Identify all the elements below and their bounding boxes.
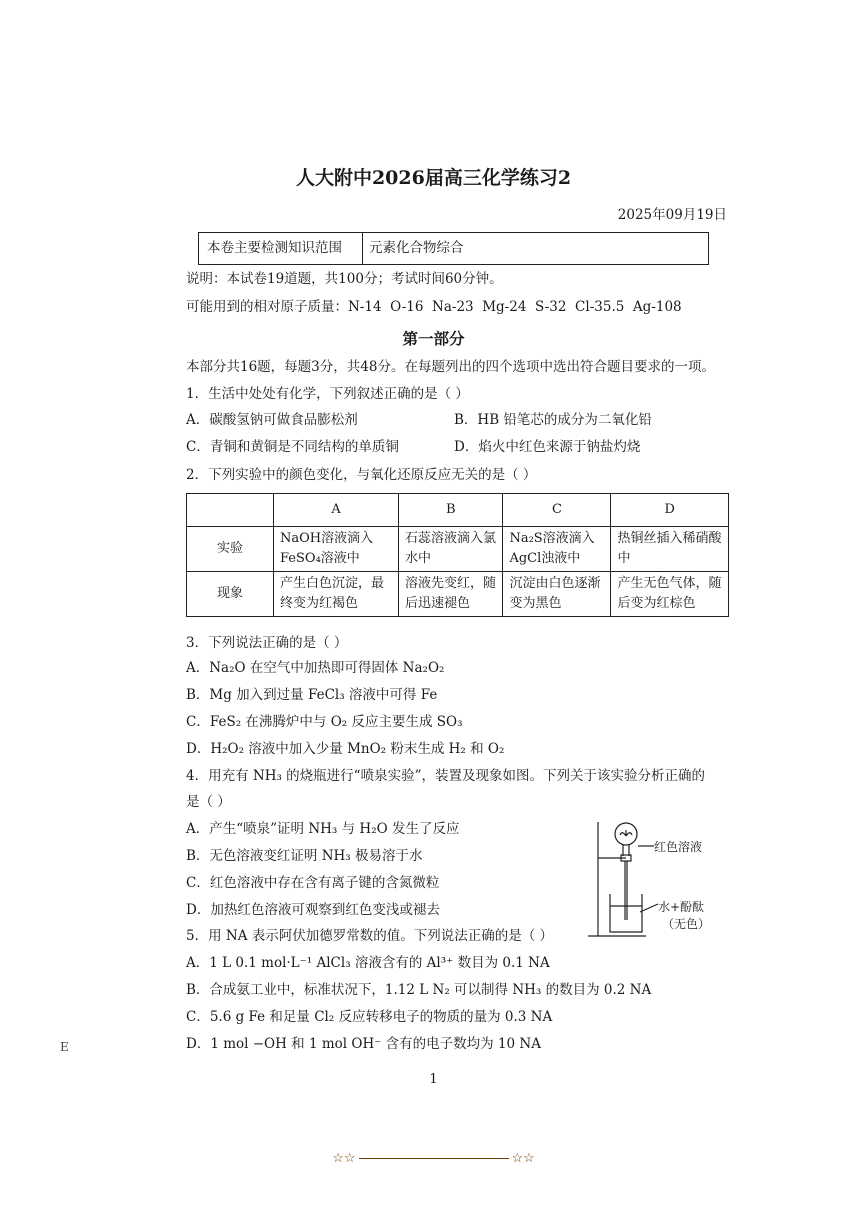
table-row (187, 527, 729, 572)
atomic-masses (186, 298, 682, 316)
table-cell: 沉淀由白色逐渐变为黑色 (503, 572, 611, 617)
figure-label-colorless: （无色） (662, 917, 711, 931)
table-header-b: B (399, 494, 503, 527)
table-cell: NaOH溶液滴入FeSO₄溶液中 (274, 527, 399, 572)
q4-option-a: A．产生“喷泉”证明 NH₃ 与 H₂O 发生了反应 (186, 821, 460, 837)
q1-stem: 1．生活中处处有化学，下列叙述正确的是（ ） (186, 386, 469, 402)
scope-value: 元素化合物综合 (369, 240, 464, 256)
table-cell: 产生白色沉淀，最终变为红褐色 (274, 572, 399, 617)
figure-label-water-phenolphthalein: 水+酚酞 (658, 900, 705, 914)
table-header-c: C (503, 494, 611, 527)
figure-label-red-solution: 红色溶液 (654, 840, 703, 854)
star-icon: ☆☆ (332, 1151, 356, 1166)
q5-stem: 5．用 NA 表示阿伏加德罗常数的值。下列说法正确的是（ ） (186, 928, 554, 944)
side-mark: E (60, 1040, 69, 1054)
knowledge-scope-box (198, 232, 709, 265)
scope-label: 本卷主要检测知识范围 (199, 233, 363, 264)
q5-option-b: B．合成氨工业中，标准状况下，1.12 L N₂ 可以制得 NH₃ 的数目为 0.2 NA (186, 982, 652, 998)
table-cell: 溶液先变红，随后迅速褪色 (399, 572, 503, 617)
table-row (187, 572, 729, 617)
q5-option-c: C．5.6 g Fe 和足量 Cl₂ 反应转移电子的物质的量为 0.3 NA (186, 1009, 553, 1025)
q1-option-a: A．碳酸氢钠可做食品膨松剂 (186, 412, 358, 428)
part-title: 第一部分 (402, 329, 465, 348)
table-header-d: D (611, 494, 729, 527)
row-label-experiment: 实验 (187, 527, 274, 572)
q5-option-d: D．1 mol −OH 和 1 mol OH⁻ 含有的电子数均为 10 NA (186, 1036, 541, 1052)
q5-option-a: A．1 L 0.1 mol·L⁻¹ AlCl₃ 溶液含有的 Al³⁺ 数目为 0.1 NA (186, 955, 550, 971)
q3-option-c: C．FeS₂ 在沸腾炉中与 O₂ 反应主要生成 SO₃ (186, 714, 463, 730)
q3-option-d: D．H₂O₂ 溶液中加入少量 MnO₂ 粉末生成 H₂ 和 O₂ (186, 741, 505, 757)
table-cell: 石蕊溶液滴入氯水中 (399, 527, 503, 572)
table-cell: 产生无色气体，随后变为红棕色 (611, 572, 729, 617)
q3-stem: 3．下列说法正确的是（ ） (186, 635, 348, 651)
table-header-row (187, 494, 729, 527)
page-title: 人大附中2026届高三化学练习2 (295, 167, 572, 189)
footer-ornament (0, 1151, 867, 1166)
page-number: 1 (429, 1072, 438, 1087)
fountain-apparatus-figure (582, 820, 732, 944)
q3-option-b: B．Mg 加入到过量 FeCl₃ 溶液中可得 Fe (186, 687, 438, 703)
exam-date: 2025年09月19日 (617, 207, 727, 223)
q1-option-b: B．HB 铅笔芯的成分为二氧化铅 (454, 412, 652, 428)
table-cell: Na₂S溶液滴入AgCl浊液中 (503, 527, 611, 572)
q4-option-c: C．红色溶液中存在含有离子键的含氮微粒 (186, 875, 440, 891)
q4-option-b: B．无色溶液变红证明 NH₃ 极易溶于水 (186, 848, 423, 864)
table-corner (187, 494, 274, 527)
atomic-masses-label: 可能用到的相对原子质量： (186, 299, 348, 315)
q2-stem: 2．下列实验中的颜色变化，与氧化还原反应无关的是（ ） (186, 467, 537, 483)
q4-stem-line1: 4．用充有 NH₃ 的烧瓶进行“喷泉实验”，装置及现象如图。下列关于该实验分析正确的 (186, 768, 705, 784)
row-label-observation: 现象 (187, 572, 274, 617)
q2-experiment-table (186, 493, 729, 617)
footer-divider (359, 1158, 509, 1159)
table-header-a: A (274, 494, 399, 527)
q4-option-d: D．加热红色溶液可观察到红色变浅或褪去 (186, 902, 440, 918)
q1-option-c: C．青铜和黄铜是不同结构的单质铜 (186, 439, 399, 455)
q1-option-d: D．焰火中红色来源于钠盐灼烧 (454, 439, 641, 455)
q4-stem-line2: 是（ ） (186, 794, 231, 810)
table-cell: 热铜丝插入稀硝酸中 (611, 527, 729, 572)
part-instructions: 本部分共16题，每题3分，共48分。在每题列出的四个选项中选出符合题目要求的一项。 (186, 359, 715, 375)
q3-option-a: A．Na₂O 在空气中加热即可得固体 Na₂O₂ (186, 660, 445, 676)
star-icon: ☆☆ (511, 1151, 535, 1166)
atomic-masses-values: N-14 O-16 Na-23 Mg-24 S-32 Cl-35.5 Ag-108 (348, 299, 682, 315)
exam-note: 说明：本试卷19道题，共100分；考试时间60分钟。 (186, 271, 503, 287)
